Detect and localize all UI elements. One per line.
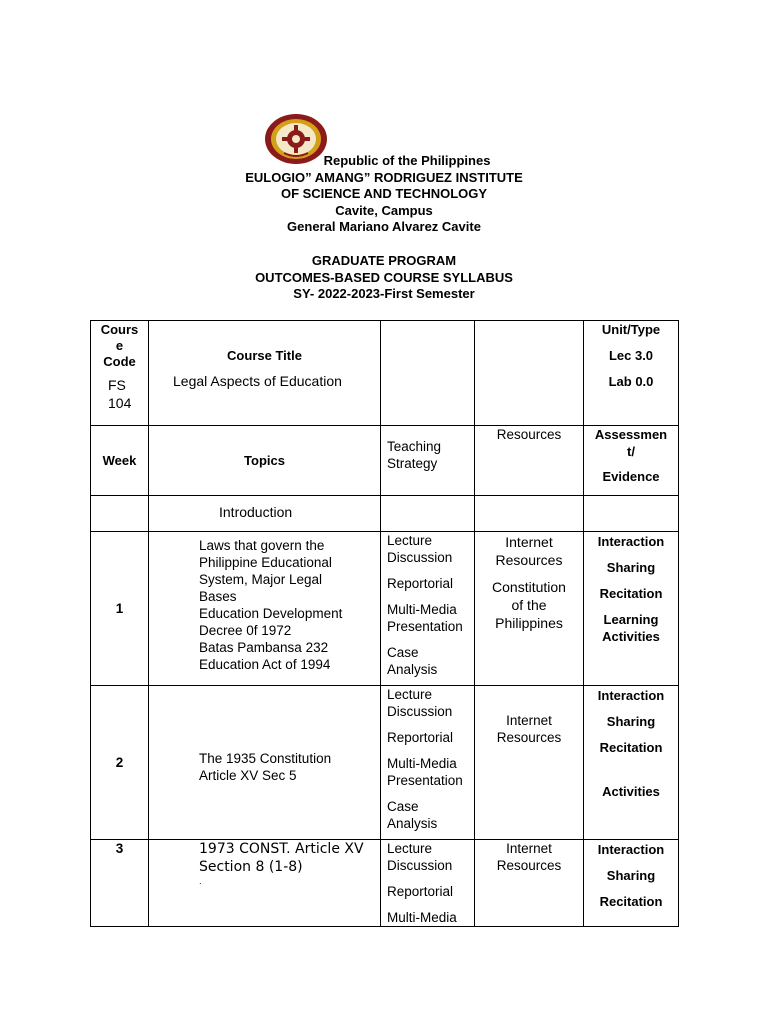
column-header-row (91, 426, 679, 496)
assessment-line: Activities (602, 784, 660, 799)
institution-header (0, 153, 768, 236)
resource-line: Internet (506, 841, 552, 856)
lab-units: Lab 0.0 (608, 374, 654, 389)
course-code-cell (91, 321, 149, 426)
week-header: Week (91, 426, 149, 496)
lec-units: Lec 3.0 (608, 348, 654, 363)
empty-cell (381, 321, 475, 426)
assessment-line: Recitation (599, 740, 663, 755)
assessment-line: Recitation (599, 894, 663, 909)
strategy-line: Reportorial (387, 730, 454, 745)
strategy-line: Lecture (387, 533, 433, 548)
topics-cell (149, 532, 381, 686)
course-code-label-l2: e (115, 338, 124, 353)
empty-cell (584, 496, 679, 532)
intro-cell (149, 496, 381, 532)
topic-line: System, Major Legal (199, 572, 323, 587)
week-number-text: 3 (115, 841, 124, 856)
intro-row (91, 496, 679, 532)
strategy-header (381, 426, 475, 496)
strategy-line: Lecture (387, 687, 433, 702)
course-title-label: Course Title (227, 348, 302, 363)
empty-cell (475, 321, 584, 426)
topic-line: Education Development (199, 606, 343, 621)
strategy-line: Multi-Media (387, 756, 457, 771)
assessment-line: Sharing (606, 560, 656, 575)
course-code-value-l2: 104 (108, 395, 132, 411)
assessment-line: Interaction (597, 688, 665, 703)
strategy-line: Analysis (387, 662, 438, 677)
topic-line: The 1935 Constitution (199, 750, 332, 766)
syllabus-table (90, 320, 679, 927)
empty-cell (475, 496, 584, 532)
resources-cell (475, 686, 584, 840)
strategy-line: Lecture (387, 841, 433, 856)
strategy-cell (381, 840, 475, 927)
assessment-header-l3: Evidence (602, 469, 660, 484)
assessment-cell (584, 840, 679, 927)
strategy-line: Case (387, 645, 419, 660)
topic-line: 1973 CONST. Article XV (199, 841, 364, 857)
assessment-cell (584, 532, 679, 686)
strategy-header-l2: Strategy (387, 456, 438, 471)
resource-line: Constitution (492, 579, 566, 595)
strategy-line: Discussion (387, 858, 453, 873)
strategy-line: Presentation (387, 773, 463, 788)
course-code-label-l1: Cours (100, 322, 139, 337)
assessment-line: Recitation (599, 586, 663, 601)
topic-line: Section 8 (1-8) (199, 859, 303, 875)
assessment-header-l2: t/ (627, 444, 635, 459)
unit-type-cell (584, 321, 679, 426)
resource-line: Resources (495, 552, 563, 568)
week-number: 1 (91, 532, 149, 686)
table-row (91, 532, 679, 686)
school-year-line: SY- 2022-2023-First Semester (293, 286, 475, 302)
syllabus-line: OUTCOMES-BASED COURSE SYLLABUS (255, 269, 513, 285)
institute-name-line1: EULOGIO” AMANG” RODRIGUEZ INSTITUTE (245, 169, 523, 185)
republic-line: Republic of the Philippines (323, 153, 491, 168)
assessment-line: Sharing (606, 868, 656, 883)
resource-line: Internet (505, 534, 553, 550)
table-row (91, 686, 679, 840)
week-number: 2 (91, 686, 149, 840)
assessment-header (584, 426, 679, 496)
assessment-cell (584, 686, 679, 840)
institute-name-line2: OF SCIENCE AND TECHNOLOGY (280, 186, 488, 202)
week-number (91, 840, 149, 927)
course-title-cell (149, 321, 381, 426)
strategy-line: Multi-Media (387, 602, 457, 617)
intro-text: Introduction (219, 504, 293, 520)
course-code-value-l1: FS (108, 377, 126, 393)
resource-line: Philippines (495, 615, 563, 631)
resource-line: of the (511, 597, 547, 613)
topics-cell (149, 686, 381, 840)
strategy-line: Reportorial (387, 576, 454, 591)
table-row (91, 840, 679, 927)
strategy-cell (381, 686, 475, 840)
strategy-line: Case (387, 799, 419, 814)
resource-line: Resources (496, 858, 562, 873)
strategy-line: Discussion (387, 704, 453, 719)
assessment-line: Activities (602, 629, 660, 644)
strategy-line: Reportorial (387, 884, 454, 899)
topic-line: Batas Pambansa 232 (199, 640, 329, 655)
topic-line: Article XV Sec 5 (199, 767, 297, 783)
topic-line: Bases (199, 589, 237, 604)
strategy-line: Analysis (387, 816, 438, 831)
topic-line: Education Act of 1994 (199, 657, 331, 672)
topic-line: Decree 0f 1972 (199, 623, 292, 638)
resource-line: Resources (496, 730, 562, 745)
topics-header: Topics (149, 426, 381, 496)
program-header (0, 253, 768, 303)
topic-line: . (199, 877, 202, 886)
course-code-label-l3: Code (103, 354, 136, 369)
strategy-header-l1: Teaching (387, 439, 442, 454)
assessment-header-l1: Assessmen (594, 427, 668, 442)
assessment-line: Interaction (597, 842, 665, 857)
resources-cell (475, 840, 584, 927)
topic-line: Laws that govern the (199, 538, 325, 553)
assessment-line: Sharing (606, 714, 656, 729)
empty-cell (381, 496, 475, 532)
resources-header: Resources (475, 426, 584, 496)
resource-line: Internet (506, 713, 552, 728)
strategy-line: Presentation (387, 619, 463, 634)
strategy-cell (381, 532, 475, 686)
assessment-line: Interaction (597, 534, 665, 549)
topics-cell (149, 840, 381, 927)
address-line: General Mariano Alvarez Cavite (287, 219, 481, 235)
topic-line: Philippine Educational (199, 555, 332, 570)
assessment-line: Learning (603, 612, 659, 627)
program-line: GRADUATE PROGRAM (311, 253, 457, 268)
unit-type-label: Unit/Type (601, 322, 661, 337)
strategy-line: Discussion (387, 550, 453, 565)
empty-cell (91, 496, 149, 532)
campus-line: Cavite, Campus (335, 202, 433, 218)
strategy-line: Multi-Media (387, 910, 457, 925)
resources-cell (475, 532, 584, 686)
course-info-row (91, 321, 679, 426)
course-title-value: Legal Aspects of Education (173, 373, 342, 389)
